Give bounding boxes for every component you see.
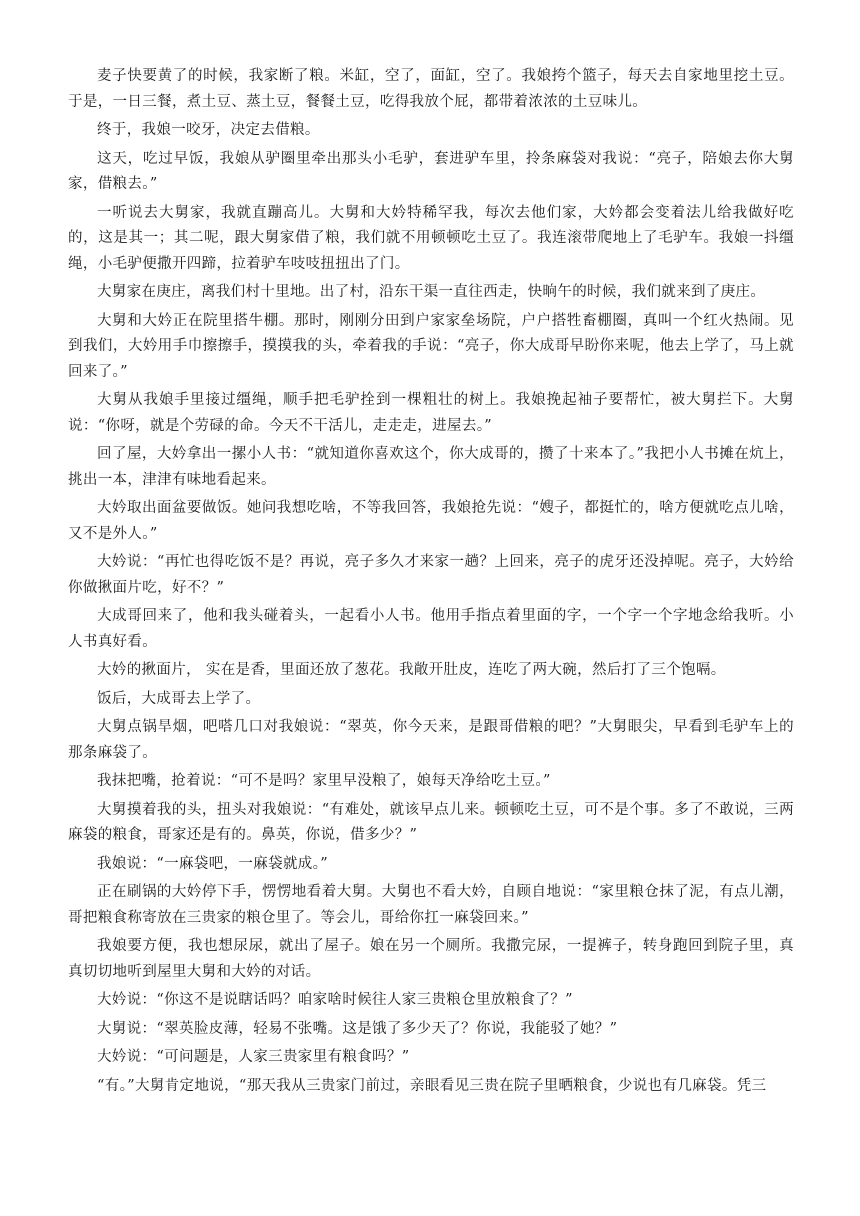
paragraph: 我娘说：“一麻袋吧，一麻袋就成。”: [97, 855, 329, 872]
paragraph: 大妗说：“再忙也得吃饭不是？再说，亮子多久才来家一趟？上回来，亮子的虎牙还没掉呢。亮子，大妗给你做揪面片吃，好不？”: [68, 554, 794, 596]
paragraph: 大妗的揪面片， 实在是香，里面还放了葱花。我敞开肚皮，连吃了两大碗，然后打了三个饱嗝。: [97, 662, 726, 678]
paragraph: 麦子快要黄了的时候，我家断了粮。米缸，空了，面缸，空了。我娘挎个篮子，每天去自家地里挖土豆。于是，一日三餐，煮土豆、蒸土豆，餐餐土豆，吃得我放个屁，都带着浓浓的土豆味儿。: [68, 68, 794, 110]
paragraph: 大舅从我娘手里接过缰绳，顺手把毛驴拴到一棵粗壮的树上。我娘挽起袖子要帮忙，被大舅拦下。大舅说：“你呀，就是个劳碌的命。今天不干活儿，走走走，进屋去。”: [68, 392, 794, 434]
paragraph: 饭后，大成哥去上学了。: [97, 690, 261, 707]
paragraph: 大舅家在庚庄，离我们村十里地。出了村，沿东干渠一直往西走，快晌午的时候，我们就来到了庚庄。: [97, 284, 766, 300]
paragraph: 我抹把嘴，抢着说：“可不是吗？家里早没粮了，娘每天净给吃土豆。”: [97, 773, 551, 789]
paragraph: “有。”大舅肯定地说，“那天我从三贵家门前过，亲眼看见三贵在院子里晒粮食，少说也有几麻袋。凭三: [97, 1077, 767, 1094]
paragraph: 这天，吃过早饭，我娘从驴圈里牵出那头小毛驴，套进驴车里，拎条麻袋对我说：“亮子，陪娘去你大舅家，借粮去。”: [68, 150, 794, 192]
paragraph: 一听说去大舅家，我就直蹦高儿。大舅和大妗特稀罕我，每次去他们家，大妗都会变着法儿给我做好吃的，这是其一；其二呢，跟大舅家借了粮，我们就不用顿顿吃土豆了。我连滚带爬地上了毛驴车。我娘一抖缰绳，小毛驴便撒开四蹄，拉着驴车吱吱扭扭出了门。: [68, 204, 794, 272]
paragraph: 大妗说：“可问题是，人家三贵家里有粮食吗？”: [97, 1049, 410, 1065]
paragraph: 回了屋，大妗拿出一摞小人书：“就知道你喜欢这个，你大成哥的，攒了十来本了。”我把小人书摊在炕上，挑出一本，津津有味地看起来。: [68, 446, 794, 488]
article-body: [68, 64, 794, 1102]
paragraph: 大舅点锅旱烟，吧嗒几口对我娘说：“翠英，你今天来，是跟哥借粮的吧？”大舅眼尖，早看到毛驴车上的那条麻袋了。: [68, 719, 794, 761]
paragraph: 大成哥回来了，他和我头碰着头，一起看小人书。他用手指点着里面的字，一个字一个字地念给我听。小人书真好看。: [68, 608, 794, 650]
paragraph: 大舅和大妗正在院里搭牛棚。那时，刚刚分田到户家家垒场院，户户搭牲畜棚圈，真叫一个红火热闹。见到我们，大妗用手巾擦擦手，摸摸我的头，牵着我的手说：“亮子，你大成哥早盼你来呢，他去上学了，马上就回来了。”: [68, 312, 794, 380]
paragraph: 我娘要方便，我也想尿尿，就出了屋子。娘在另一个厕所。我撒完尿，一提裤子，转身跑回到院子里，真真切切地听到屋里大舅和大妗的对话。: [68, 938, 794, 980]
paragraph: 大妗说：“你这不是说瞎话吗？咱家啥时候往人家三贵粮仓里放粮食了？”: [97, 992, 573, 1008]
paragraph: 终于，我娘一咬牙，决定去借粮。: [97, 122, 320, 138]
paragraph: 大舅摸着我的头，扭头对我娘说：“有难处，就该早点儿来。顿顿吃土豆，可不是个事。多了不敢说，三两麻袋的粮食，哥家还是有的。鼻英，你说，借多少？”: [68, 801, 794, 843]
paragraph: 正在刷锅的大妗停下手，愣愣地看着大舅。大舅也不看大妗，自顾自地说：“家里粮仓抹了泥，有点儿潮，哥把粮食称寄放在三贵家的粮仓里了。等会儿，哥给你扛一麻袋回来。”: [68, 884, 794, 926]
paragraph: 大舅说：“翠英脸皮薄，轻易不张嘴。这是饿了多少天了？你说，我能驳了她？”: [97, 1020, 618, 1037]
paragraph: 大妗取出面盆要做饭。她问我想吃啥，不等我回答，我娘抢先说：“嫂子，都挺忙的，啥方便就吃点儿啥，又不是外人。”: [68, 500, 794, 542]
